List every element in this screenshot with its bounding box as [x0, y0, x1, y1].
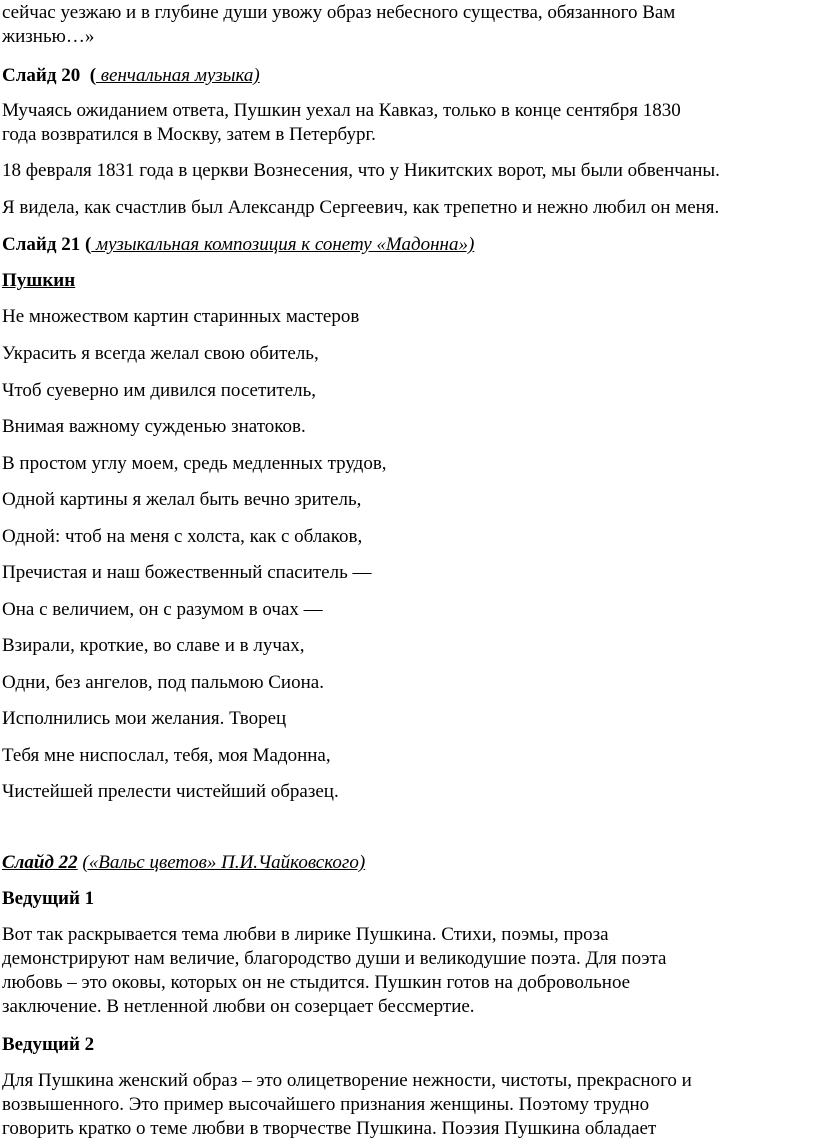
poem-line: Тебя мне ниспослал, тебя, моя Мадонна, — [2, 745, 331, 766]
slide-21-label: Слайд 21 — [2, 234, 81, 255]
slide-20-note: венчальная музыка) — [96, 65, 260, 86]
intro-line-2: жизнью…» — [2, 26, 95, 47]
poem-line: Взирали, кроткие, во славе и в лучах, — [2, 635, 305, 656]
slide-22-heading — [2, 852, 365, 874]
poem-line: Пречистая и наш божественный спаситель — — [2, 562, 372, 583]
slide-21-heading — [2, 234, 474, 256]
poem-line: Исполнились мои желания. Творец — [2, 708, 287, 729]
speaker-host-1: Ведущий 1 — [2, 888, 95, 909]
paragraph-3: Я видела, как счастлив был Александр Сергеевич, как трепетно и нежно любил он меня. — [2, 197, 720, 218]
paragraph-1-line-2: года возвратился в Москву, затем в Петербург. — [2, 124, 376, 145]
poem-line: Не множеством картин старинных мастеров — [2, 306, 360, 327]
poem-line: Одни, без ангелов, под пальмою Сиона. — [2, 672, 324, 693]
paragraph-1-line-1: Мучаясь ожиданием ответа, Пушкин уехал на Кавказ, только в конце сентября 1830 — [2, 100, 681, 121]
speaker-pushkin: Пушкин — [2, 270, 76, 291]
slide-21-paren: ( — [84, 234, 92, 255]
poem-line: Она с величием, он с разумом в очах — — [2, 599, 323, 620]
slide-22-label: Слайд 22 — [2, 852, 78, 873]
paragraph-4-line: любовь – это оковы, которых он не стыдится. Пушкин готов на добровольное — [2, 972, 631, 993]
slide-20-label: Слайд 20 — [2, 65, 81, 86]
poem-line: Одной картины я желал быть вечно зритель, — [2, 489, 362, 510]
paragraph-5-line: возвышенного. Это пример высочайшего признания женщины. Поэтому трудно — [2, 1094, 650, 1115]
paragraph-4-line: заключение. В нетленной любви он созерцает бессмертие. — [2, 996, 475, 1017]
poem-line: Украсить я всегда желал свою обитель, — [2, 343, 319, 364]
poem-line: Внимая важному сужденью знатоков. — [2, 416, 306, 437]
intro-line-1: сейчас уезжаю и в глубине души увожу образ небесного существа, обязанного Вам — [2, 2, 676, 23]
slide-20-heading — [2, 65, 260, 87]
poem-line: Чтоб суеверно им дивился посетитель, — [2, 380, 317, 401]
speaker-host-2: Ведущий 2 — [2, 1034, 95, 1055]
slide-21-note: музыкальная композиция к сонету «Мадонна») — [91, 234, 475, 255]
poem-line: В простом углу моем, средь медленных трудов, — [2, 453, 387, 474]
paragraph-5-line: Для Пушкина женский образ – это олицетворение нежности, чистоты, прекрасного и — [2, 1070, 692, 1091]
paragraph-2: 18 февраля 1831 года в церкви Вознесения, что у Никитских ворот, мы были обвенчаны. — [2, 160, 720, 181]
poem-line: Одной: чтоб на меня с холста, как с облаков, — [2, 526, 363, 547]
paragraph-4-line: Вот так раскрывается тема любви в лирике Пушкина. Стихи, поэмы, проза — [2, 924, 609, 945]
slide-20-paren: ( — [89, 65, 97, 86]
paragraph-5-line: говорить кратко о теме любви в творчестве Пушкина. Поэзия Пушкина обладает — [2, 1118, 657, 1139]
poem-line: Чистейшей прелести чистейший образец. — [2, 781, 339, 802]
paragraph-4-line: демонстрируют нам величие, благородство души и великодушие поэта. Для поэта — [2, 948, 667, 969]
slide-22-note: («Вальс цветов» П.И.Чайковского) — [82, 852, 366, 873]
